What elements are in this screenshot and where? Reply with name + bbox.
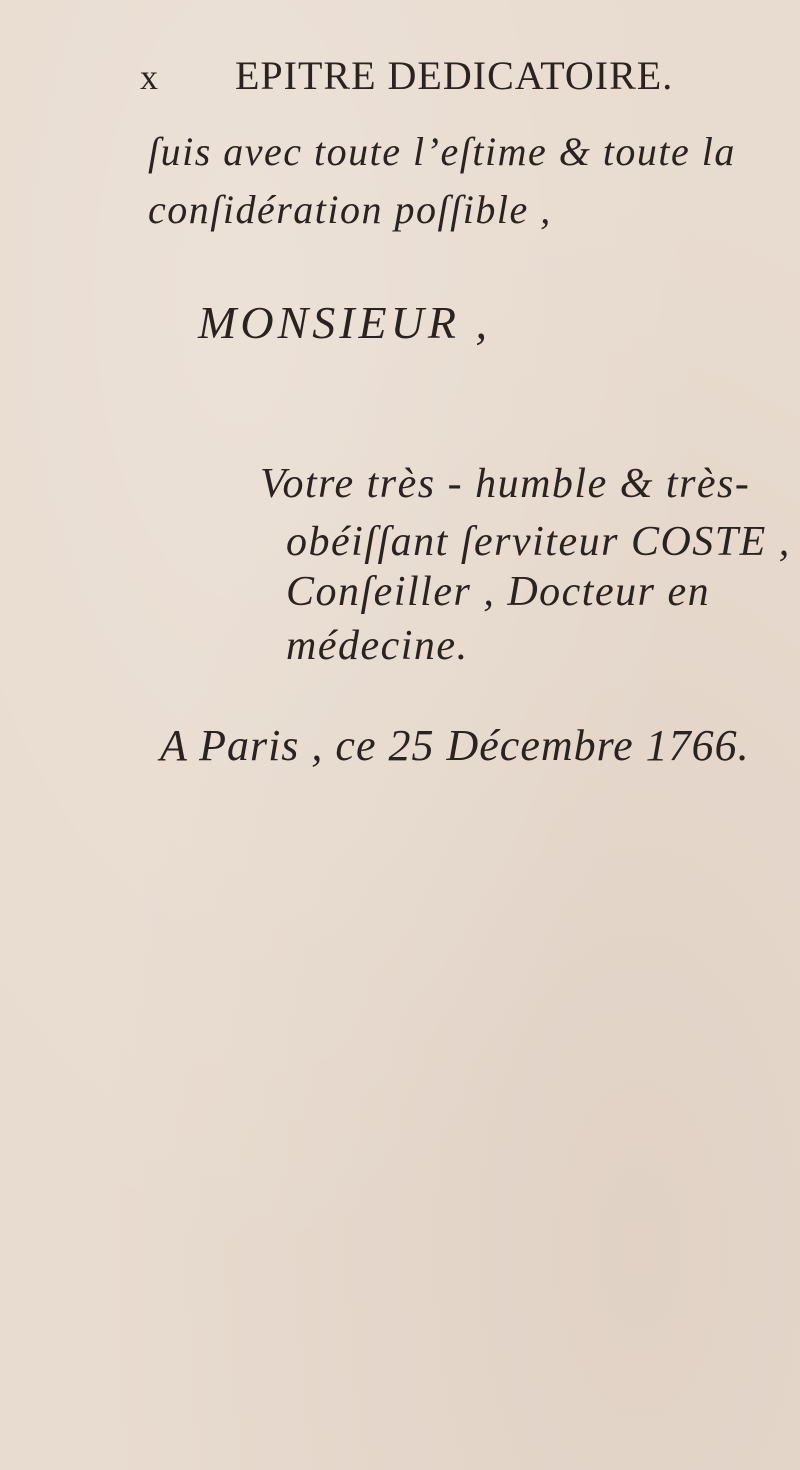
signature-line-1: Votre très - humble & très-: [260, 461, 751, 507]
page-number: x: [140, 57, 159, 97]
salutation: MONSIEUR ,: [198, 297, 491, 348]
place-date: A Paris , ce 25 Décembre 1766.: [160, 721, 750, 770]
signature-line-2: obéiſſant ſerviteur COSTE ,: [286, 519, 791, 565]
running-header: [140, 52, 673, 99]
body-line-2: conſidération poſſible ,: [148, 187, 552, 232]
signature-line-3: Conſeiller , Docteur en: [286, 569, 711, 615]
header-title: EPITRE DEDICATOIRE.: [235, 53, 674, 98]
signature-line-4: médecine.: [286, 623, 469, 669]
body-line-1: ſuis avec toute l’eſtime & toute la: [148, 129, 736, 174]
